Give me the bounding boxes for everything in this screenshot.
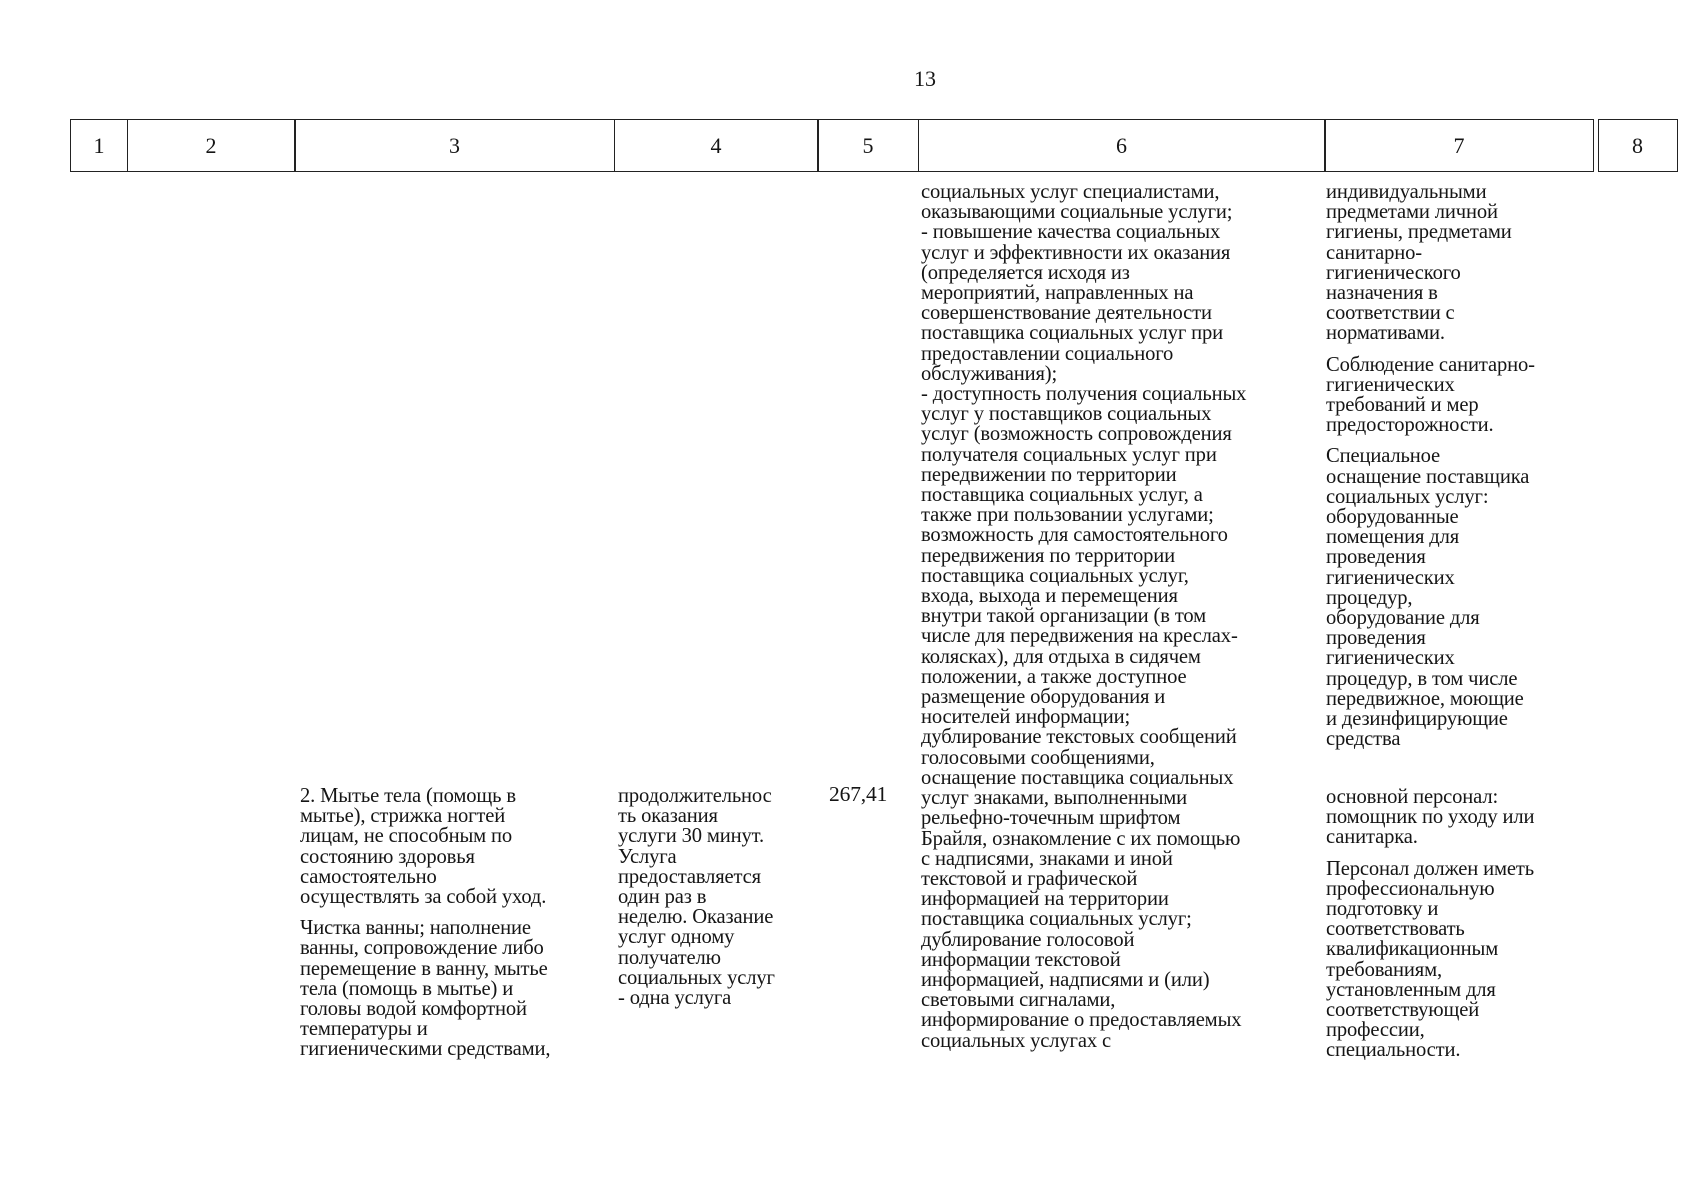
col7-staff-paragraph: Персонал должен иметь профессиональную подготовку и соответствовать квалификационным требованиям, установленным для соответствующей профессии, специальности. [1326, 857, 1534, 1062]
col5-value: 267,41 [829, 782, 888, 806]
header-col-4: 4 [614, 119, 819, 172]
col7-staff-paragraph: основной персонал: помощник по уходу или санитарка. [1326, 786, 1535, 849]
header-col-8: 8 [1598, 119, 1678, 172]
col4-text: продолжительнос ть оказания услуги 30 минут. Услуга предоставляется один раз в неделю. Оказание услуг одному получателю социальных услуг - одна услуга [618, 785, 775, 1010]
col7-paragraph: Специальное оснащение поставщика социальных услуг: оборудованные помещения для проведения гигиенических процедур, оборудование для проведения гигиенических процедур, в том числе передвижное, моющие и дезинфицирующие средства [1326, 445, 1530, 751]
header-col-2: 2 [127, 119, 296, 172]
col7-conditions-bottom [1326, 787, 1606, 1061]
col7-conditions-top [1326, 182, 1606, 749]
col3-service-title: 2. Мытье тела (помощь в мытье), стрижка ногтей лицам, не способным по состоянию здоровья самостоятельно осуществлять за собой уход. [300, 785, 547, 909]
col3-service-details: Чистка ванны; наполнение ванны, сопровождение либо перемещение в ванну, мытье тела (помощь в мытье) и головы водой комфортной температуры и гигиеническими средствами, [300, 917, 551, 1061]
col6-text: социальных услуг специалистами, оказывающими социальные услуги; - повышение качества социальных услуг и эффективности их оказания (определяется исходя из мероприятий, направленных на совершенствование деятельности поставщика социальных услуг при предоставлении социального обслуживания); - доступность получения социальных услуг у поставщиков социальных услуг (возможность сопровождения получателя социальных услуг при передвижении по территории поставщика социальных услуг, а также при пользовании услугами; возможность для самостоятельного передвижения по территории поставщика социальных услуг, входа, выхода и перемещения внутри такой организации (в том числе для передвижения на креслах- колясках), для отдыха в сидячем положении, а также доступное размещение оборудования и носителей информации; дублирование текстовых сообщений голосовыми сообщениями, оснащение поставщика социальных услуг знаками, выполненными рельефно-точечным шрифтом Брайля, ознакомление с их помощью с надписями, знаками и иной текстовой и графической информацией на территории поставщика социальных услуг; дублирование голосовой информации текстовой информацией, надписями и (или) световыми сигналами, информирование о предоставляемых социальных услугах с [921, 181, 1247, 1052]
col5-tariff [829, 784, 919, 804]
col3-service-description [300, 786, 620, 1060]
header-col-1: 1 [70, 119, 128, 172]
header-col-5: 5 [817, 119, 919, 172]
col7-paragraph: индивидуальными предметами личной гигиены, предметами санитарно- гигиенического назначения в соответствии с нормативами. [1326, 181, 1512, 345]
header-col-6: 6 [918, 119, 1326, 172]
col6-quality-criteria [921, 182, 1321, 1051]
page-number: 13 [914, 66, 936, 91]
header-col-7: 7 [1324, 119, 1594, 172]
header-col-3: 3 [294, 119, 615, 172]
col7-paragraph: Соблюдение санитарно- гигиенических требований и мер предосторожности. [1326, 353, 1535, 437]
table-header-row [70, 119, 1678, 172]
col4-service-duration [618, 786, 818, 1008]
